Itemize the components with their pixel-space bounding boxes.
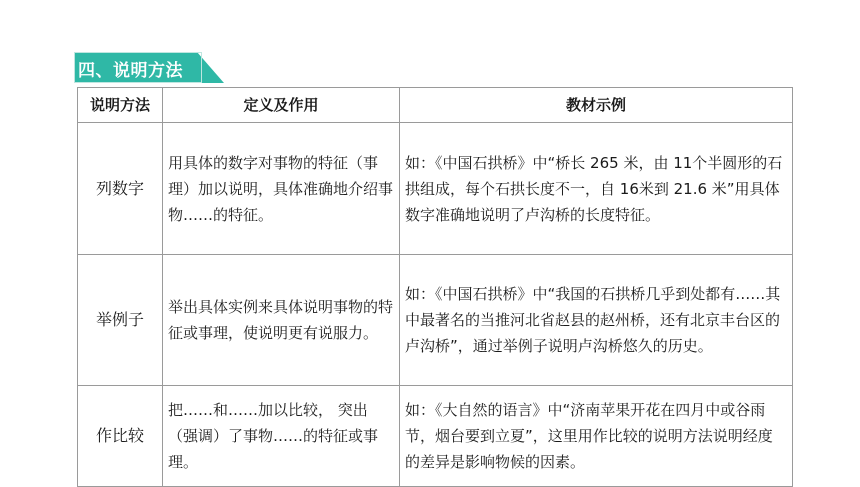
header-example: 教材示例 [400,88,793,123]
definition-cell: 用具体的数字对事物的特征（事理）加以说明，具体准确地介绍事物……的特征。 [163,123,400,255]
table-row [78,123,793,255]
table-header-row [78,88,793,123]
definition-cell: 把……和……加以比较， 突出（强调）了事物……的特征或事理。 [163,386,400,487]
table-row [78,386,793,487]
section-title-bar [74,52,224,83]
header-method: 说明方法 [78,88,163,123]
example-cell: 如：《中国石拱桥》中“桥长 265 米，由 11个半圆形的石拱组成，每个石拱长度不一，自 16米到 21.6 米”用具体数字准确地说明了卢沟桥的长度特征。 [400,123,793,255]
example-cell: 如：《中国石拱桥》中“我国的石拱桥几乎到处都有……其中最著名的当推河北省赵县的赵州桥，还有北京丰台区的卢沟桥”，通过举例子说明卢沟桥悠久的历史。 [400,255,793,386]
explanation-methods-table [77,87,793,487]
table-row [78,255,793,386]
method-cell: 列数字 [78,123,163,255]
method-cell: 举例子 [78,255,163,386]
header-definition: 定义及作用 [163,88,400,123]
example-cell: 如：《大自然的语言》中“济南苹果开花在四月中或谷雨节，烟台要到立夏”，这里用作比较的说明方法说明经度的差异是影响物候的因素。 [400,386,793,487]
section-title: 四、说明方法 [78,61,183,81]
definition-cell: 举出具体实例来具体说明事物的特征或事理，使说明更有说服力。 [163,255,400,386]
method-cell: 作比较 [78,386,163,487]
